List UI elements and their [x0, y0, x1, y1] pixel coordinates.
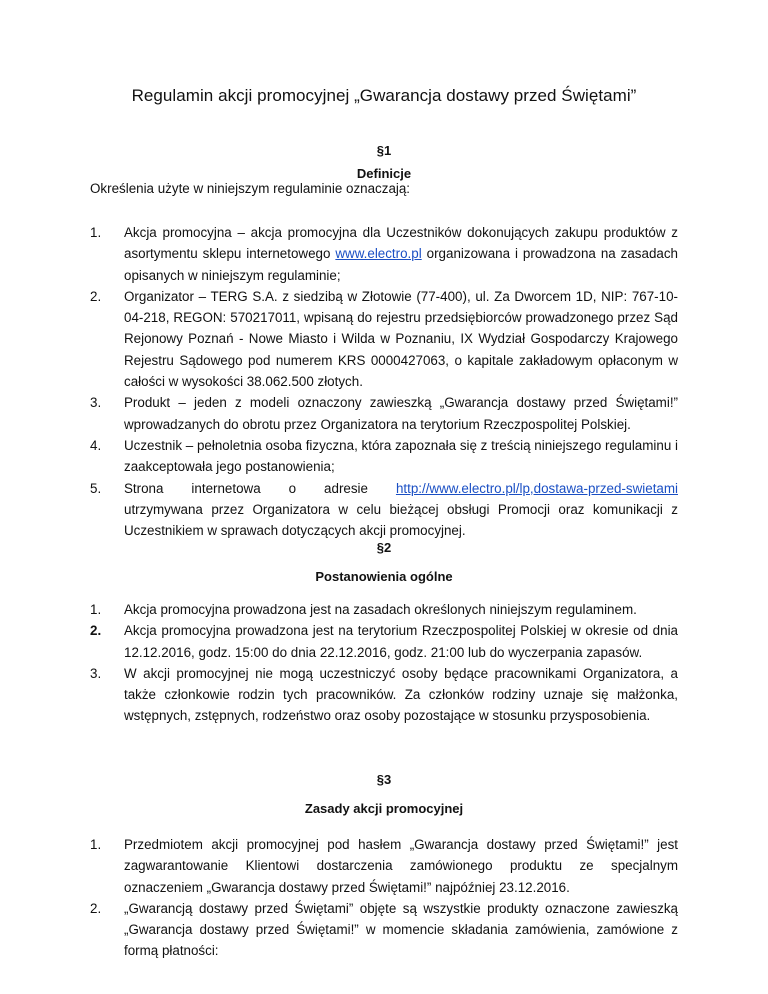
item-text: Akcja promocyjna prowadzona jest na zasadach określonych niniejszym regulaminem. [124, 602, 637, 617]
promo-page-link[interactable]: http://www.electro.pl/lp,dostawa-przed-swietami [395, 480, 678, 496]
item-number: 1. [90, 837, 102, 852]
item-word: Strona [124, 480, 164, 496]
list-item [90, 478, 678, 542]
document-title: Regulamin akcji promocyjnej „Gwarancja dostawy przed Świętami” [131, 86, 637, 105]
section-1-intro: Określenia użyte w niniejszym regulaminie oznaczają: [90, 181, 411, 196]
list-item [90, 663, 678, 727]
item-word: o [288, 480, 297, 496]
item-text: Akcja promocyjna – akcja promocyjna dla Uczestników dokonujących zakupu produktów z asortymentu sklepu internetowego [124, 225, 678, 262]
item-number: 3. [90, 665, 102, 681]
item-number: 2. [90, 900, 102, 916]
item-text: Uczestnik – pełnoletnia osoba fizyczna, która zapoznała się z treścią niniejszego regulaminu i zaakceptowała jego postanowienia; [124, 437, 678, 475]
section-2-heading: Postanowienia ogólne [315, 569, 453, 584]
list-item [90, 620, 678, 663]
list-item [90, 898, 678, 962]
list-item [90, 392, 678, 435]
item-text: Organizator – TERG S.A. z siedzibą w Złotowie (77-400), ul. Za Dworcem 1D, NIP: 767-10-04-218, REGON: 570217011, wpisaną do rejestru przedsiębiorców prowadzonego przez Sąd Rejonowy Poznań - Nowe Miasto i Wilda w Poznaniu, IX Wydział Gospodarczy Krajowego Rejestru Sądowego pod numerem KRS 0000427063, o kapitale zakładowym opłaconym w całości w wysokości 38.062.500 złotych. [124, 288, 678, 390]
section-3-list [90, 834, 678, 962]
item-number: 1. [90, 602, 102, 617]
item-text: Produkt – jeden z modeli oznaczony zawieszką „Gwarancja dostawy przed Świętami!” wprowadzanych do obrotu przez Organizatora na terytorium Rzeczpospolitej Polskiej. [124, 395, 678, 432]
item-text: W akcji promocyjnej nie mogą uczestniczyć osoby będące pracownikami Organizatora, a także członkowie rodzin tych pracowników. Za członków rodziny uznaje się małżonka, wstępnych, zstępnych, rodzeństwo oraz osoby pozostające w stosunku przysposobienia. [124, 665, 678, 724]
section-1-symbol: §1 [376, 143, 392, 158]
item-word: internetowa [191, 480, 261, 496]
section-2-list [90, 599, 678, 727]
item-text: organizowana i prowadzona na zasadach opisanych w niniejszym regulaminie; [124, 246, 678, 283]
section-1-heading: Definicje [356, 166, 412, 181]
item-word: adresie [324, 480, 368, 496]
item-text: Akcja promocyjna prowadzona jest na terytorium Rzeczpospolitej Polskiej w okresie od dnia 12.12.2016, godz. 15:00 do dnia 22.12.2016, godz. 21:00 lub do wyczerpania zapasów. [124, 623, 678, 660]
item-number: 3. [90, 395, 102, 411]
item-number: 2. [90, 288, 102, 304]
item-number: 1. [90, 225, 102, 240]
item-number: 5. [90, 480, 102, 496]
list-item [90, 222, 678, 286]
item-text: Przedmiotem akcji promocyjnej pod hasłem „Gwarancja dostawy przed Świętami!” jest zagwarantowanie Klientowi dostarczenia zamówionego produktu ze specjalnym oznaczeniem „Gwarancja dostawy przed Świętami!” najpóźniej 23.12.2016. [124, 837, 678, 895]
list-item [90, 286, 678, 392]
list-item [90, 599, 678, 620]
electro-link[interactable]: www.electro.pl [335, 246, 422, 262]
section-1-list [90, 222, 678, 541]
section-3-symbol: §3 [376, 772, 392, 787]
section-2-symbol: §2 [376, 540, 392, 555]
item-number: 4. [90, 437, 102, 453]
item-text: „Gwarancją dostawy przed Świętami” objęte są wszystkie produkty oznaczone zawieszką „Gwarancja dostawy przed Świętami!” w momencie składania zamówienia, zamówione z formą płatności: [124, 900, 678, 959]
item-number: 2. [90, 623, 102, 639]
list-item [90, 834, 678, 898]
item-first-line [124, 478, 678, 499]
list-item [90, 435, 678, 478]
item-text: utrzymywana przez Organizatora w celu bieżącej obsługi Promocji oraz komunikacji z Uczestnikiem w sprawach dotyczących akcji promocyjnej. [124, 501, 678, 539]
section-3-heading: Zasady akcji promocyjnej [304, 801, 464, 816]
